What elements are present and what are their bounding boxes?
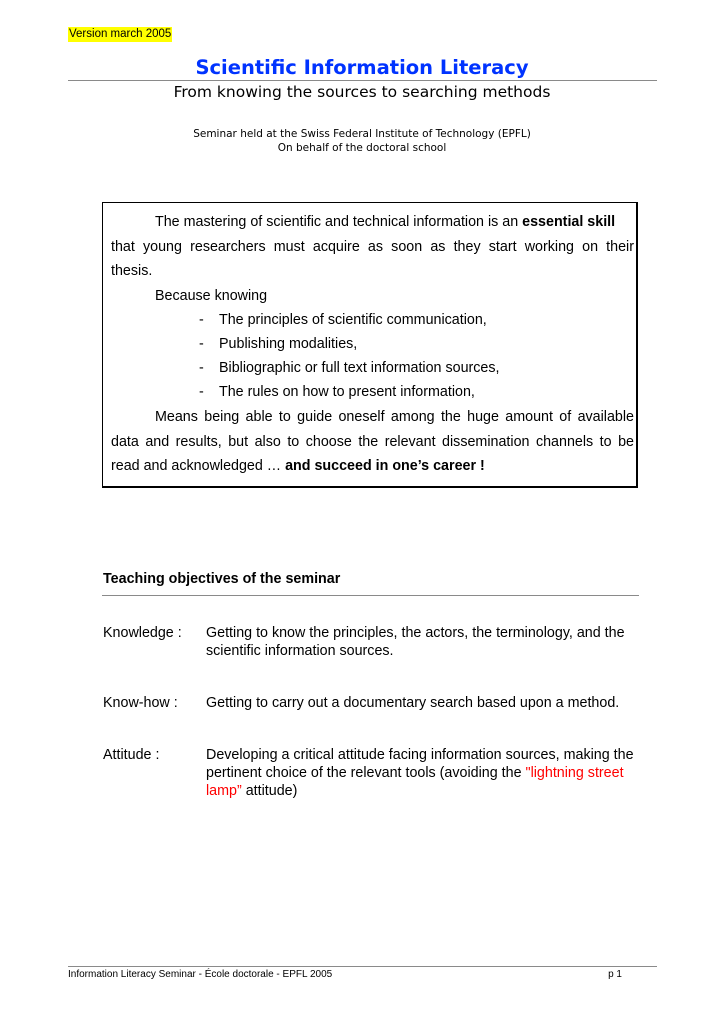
- version-label: Version march 2005: [69, 28, 172, 40]
- objective-label-knowledge: Knowledge :: [103, 625, 182, 641]
- objective-label-know-how: Know-how :: [103, 695, 178, 711]
- objective-line-text: attitude): [241, 783, 298, 799]
- footer-text: Information Literacy Seminar - École doctorale - EPFL 2005: [68, 969, 333, 980]
- objectives-divider: [102, 595, 639, 596]
- intro-paragraph-2-line-1: Means being able to guide oneself among the huge amount of available: [155, 409, 634, 425]
- bullet-dash: -: [199, 312, 204, 328]
- bullet-dash: -: [199, 360, 204, 376]
- objective-line: Getting to know the principles, the actors, the terminology, and the: [206, 625, 625, 641]
- bullet-item: The rules on how to present information,: [219, 384, 475, 400]
- objective-line: Developing a critical attitude facing information sources, making the: [206, 747, 634, 763]
- footer-divider: [68, 966, 657, 967]
- page-title: Scientific Information Literacy: [195, 56, 529, 79]
- objective-line: [206, 764, 646, 782]
- objective-line: [206, 782, 646, 800]
- objectives-heading: Teaching objectives of the seminar: [103, 571, 341, 587]
- lightning-street-lamp-quote-end: lamp”: [206, 783, 242, 799]
- seminar-info-line-2: On behalf of the doctoral school: [277, 142, 447, 154]
- objective-text-know-how: [206, 694, 646, 712]
- objective-line-text: pertinent choice of the relevant tools (avoiding the: [206, 765, 526, 781]
- bullet-dash: -: [199, 336, 204, 352]
- intro-paragraph-2-line-2: data and results, but also to choose the relevant dissemination channels to be: [111, 434, 634, 450]
- objective-line: Getting to carry out a documentary search based upon a method.: [206, 695, 620, 711]
- intro-paragraph-2-line-3: [111, 457, 485, 475]
- intro-paragraph-1-line-2: that young researchers must acquire as soon as they start working on their: [111, 239, 634, 255]
- because-knowing: Because knowing: [155, 288, 268, 304]
- objective-line: scientific information sources.: [206, 643, 394, 659]
- objective-text-knowledge: [206, 624, 646, 660]
- intro-box: [102, 202, 638, 488]
- bullet-item: Bibliographic or full text information sources,: [219, 360, 500, 376]
- intro-paragraph-1-line-1: [155, 213, 615, 231]
- bullet-item: The principles of scientific communication,: [219, 312, 487, 328]
- bullet-item: Publishing modalities,: [219, 336, 358, 352]
- bullet-dash: -: [199, 384, 204, 400]
- objective-text-attitude: [206, 746, 646, 800]
- career-emphasis: and succeed in one’s career !: [285, 458, 485, 474]
- page-subtitle: From knowing the sources to searching methods: [173, 83, 551, 101]
- lightning-street-lamp-quote: "lightning street: [525, 765, 624, 781]
- objective-label-attitude: Attitude :: [103, 747, 160, 763]
- intro-text: The mastering of scientific and technical information is an: [155, 214, 523, 230]
- essential-skill-emphasis: essential skill: [522, 214, 616, 230]
- intro-paragraph-1-line-3: thesis.: [111, 263, 153, 279]
- seminar-info-line-1: Seminar held at the Swiss Federal Institute of Technology (EPFL): [193, 128, 531, 140]
- intro-closing-text: read and acknowledged …: [111, 458, 286, 474]
- page-number: p 1: [608, 969, 622, 980]
- title-divider: [68, 80, 657, 81]
